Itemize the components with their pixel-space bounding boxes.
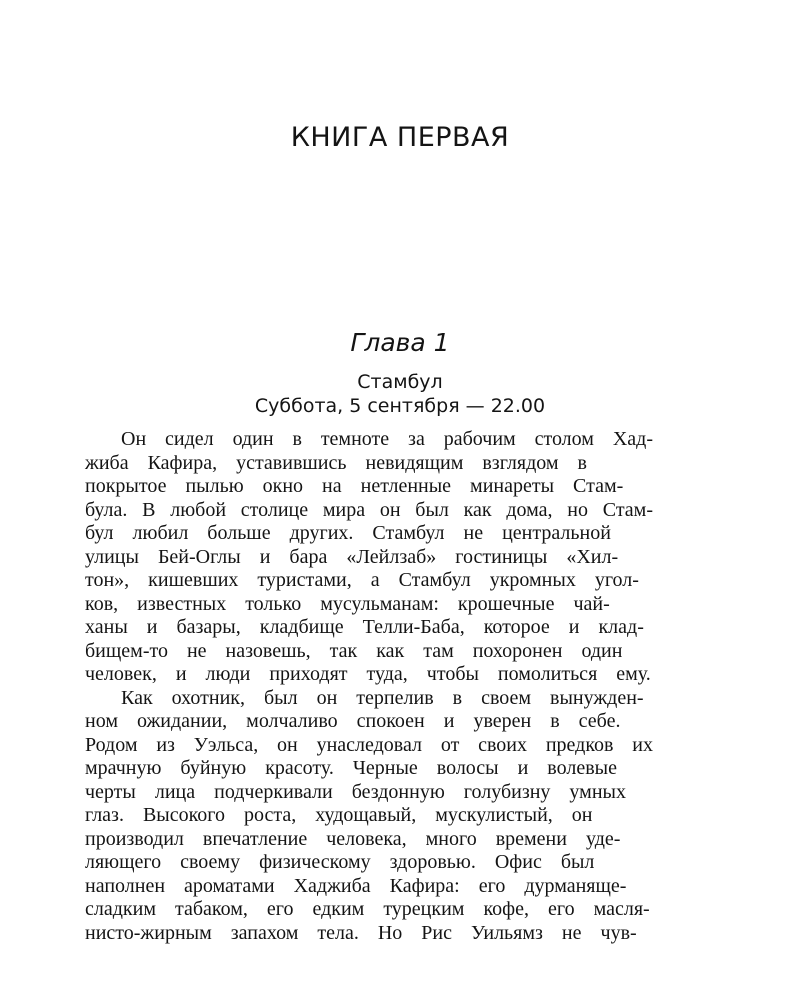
text-line: наполнен ароматами Хаджиба Кафира: его дурманяще- bbox=[85, 874, 627, 897]
text-line: тон», кишевших туристами, а Стамбул укромных угол- bbox=[85, 569, 639, 591]
book-title: КНИГА ПЕРВАЯ bbox=[290, 122, 510, 153]
text-line: мрачную буйную красоту. Черные волосы и волевые bbox=[85, 757, 617, 779]
chapter-location: Стамбул bbox=[357, 371, 443, 393]
paragraph bbox=[85, 428, 653, 687]
chapter-datetime: Суббота, 5 сентября — 22.00 bbox=[254, 395, 546, 417]
text-line: бул любил больше других. Стамбул не центральной bbox=[85, 522, 611, 544]
chapter-heading: Глава 1 bbox=[350, 328, 450, 357]
body-text bbox=[85, 428, 653, 945]
text-line: улицы Бей-Оглы и бара «Лейлзаб» гостиницы «Хил- bbox=[85, 545, 619, 568]
text-line: Он сидел один в темноте за рабочим столом Хад- bbox=[121, 428, 653, 450]
text-line: Родом из Уэльса, он унаследовал от своих предков их bbox=[85, 733, 653, 756]
text-line: була. В любой столице мира он был как дома, но Стам- bbox=[85, 498, 653, 521]
text-line: ном ожидании, молчаливо спокоен и уверен в себе. bbox=[85, 710, 621, 732]
text-line: сладким табаком, его едким турецким кофе, его масля- bbox=[85, 898, 650, 920]
text-line: ков, известных только мусульманам: крошечные чай- bbox=[85, 592, 610, 615]
text-line: покрытое пылью окно на нетленные минареты Стам- bbox=[85, 475, 624, 497]
text-line: ханы и базары, кладбище Телли-Баба, которое и клад- bbox=[85, 616, 644, 638]
text-line: глаз. Высокого роста, худощавый, мускулистый, он bbox=[85, 804, 593, 826]
text-line: нисто-жирным запахом тела. Но Рис Уильямз не чув- bbox=[85, 921, 637, 944]
text-line: человек, и люди приходят туда, чтобы помолиться ему. bbox=[85, 663, 651, 685]
text-line: жиба Кафира, уставившись невидящим взглядом в bbox=[85, 451, 587, 474]
text-line: ляющего своему физическому здоровью. Офис был bbox=[85, 851, 595, 873]
text-line: черты лица подчеркивали бездонную голубизну умных bbox=[85, 780, 626, 803]
paragraph bbox=[85, 687, 653, 946]
text-line: Как охотник, был он терпелив в своем вынужден- bbox=[121, 686, 644, 709]
text-line: производил впечатление человека, много времени уде- bbox=[85, 827, 621, 850]
text-line: бищем-то не назовешь, так как там похоронен один bbox=[85, 639, 623, 662]
